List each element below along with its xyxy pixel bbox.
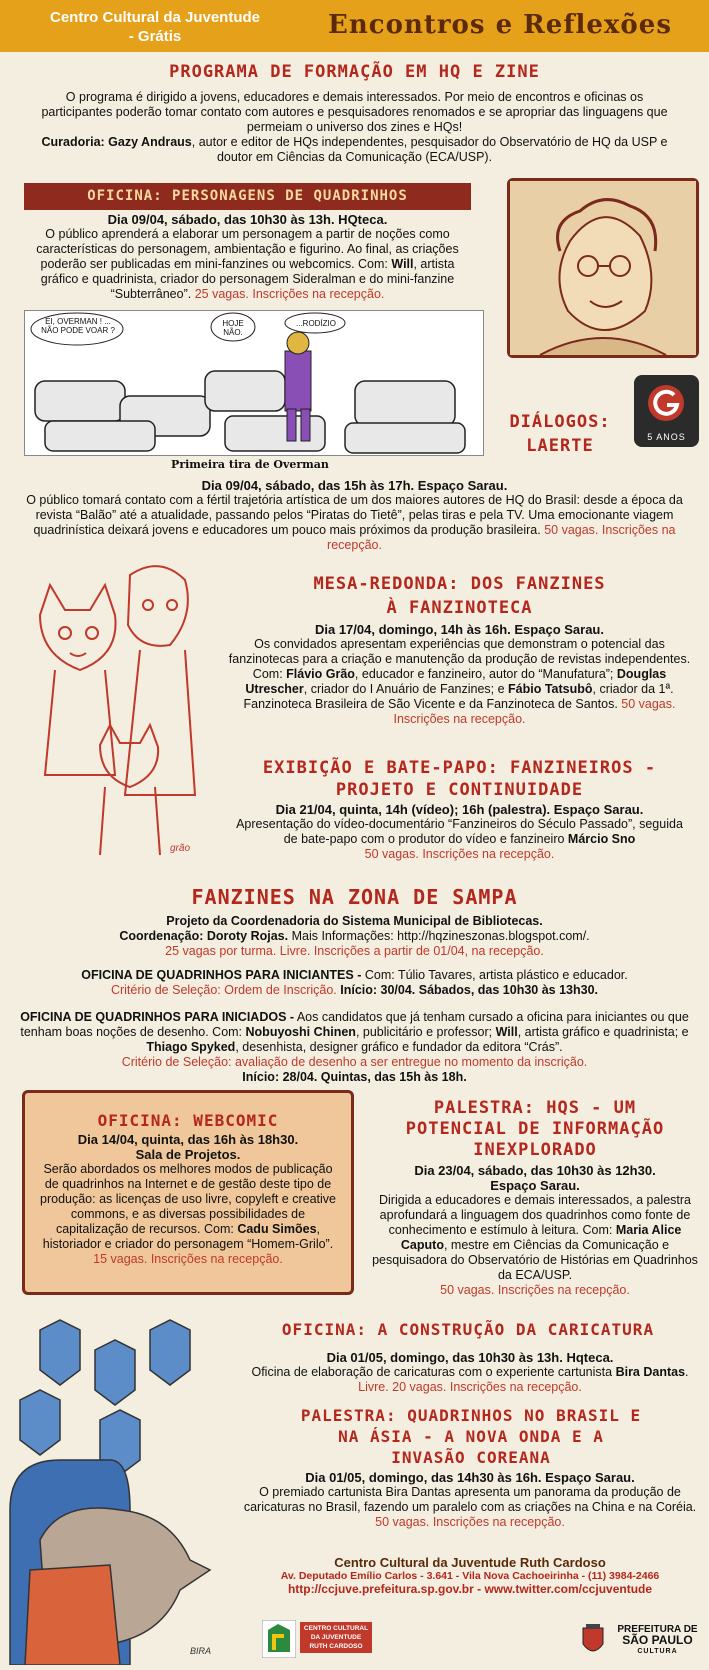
- dialogos-date: Dia 09/04, sábado, das 15h às 17h. Espaço Sarau.: [201, 478, 508, 493]
- exibicao-title-line1: EXIBIÇÃO E BATE-PAPO: FANZINEIROS -: [262, 758, 657, 778]
- zona-of2-t2: , publicitário e professor;: [355, 1025, 496, 1039]
- mesa-name2: Douglas Utrescher: [245, 667, 667, 696]
- dialogos-title-line2: LAERTE: [526, 436, 594, 456]
- laerte-portrait: [507, 178, 699, 358]
- palestra-hq-name: Maria Alice Caputo: [400, 1223, 682, 1252]
- caricatura-text: [240, 1350, 700, 1395]
- footer-info: [235, 1555, 705, 1596]
- prefeitura-logo: [580, 1622, 705, 1662]
- comic-balloon-1: EI, OVERMAN ! ... NÃO PODE VOAR ?: [41, 317, 115, 335]
- dialogos-vagas: 50 vagas. Inscrições na recepção.: [327, 523, 676, 552]
- webcomic-vagas: 15 vagas. Inscrições na recepção.: [93, 1252, 283, 1266]
- oficina-personagens-banner: OFICINA: PERSONAGENS DE QUADRINHOS: [24, 183, 471, 210]
- dialogos-title-line1: DIÁLOGOS:: [509, 412, 611, 432]
- dialogos-desc: O público tomará contato com a fértil trajetória artística de um dos maiores autores de HQ do Brasil: desde a época da revista “Balão” até a atualidade, passando pelos “Piratas do Tietê”, pelas tiras e pela TV. Uma emocionante viagem quadrinística deixará jovens e educadores um pouco mais próximos da produção brasileira.: [26, 493, 683, 537]
- overman-comic-strip: [24, 310, 484, 456]
- g-logo-icon: [634, 375, 699, 427]
- webcomic-date1: Dia 14/04, quinta, das 16h às 18h30.: [77, 1132, 299, 1147]
- exibicao-title: [230, 757, 689, 801]
- zona-title: FANZINES NA ZONA DE SAMPA: [191, 885, 518, 909]
- grao-signature: grão: [170, 843, 191, 854]
- mesa-title-line2: À FANZINOTECA: [386, 598, 533, 618]
- comic-caption: Primeira tira de Overman: [171, 458, 329, 471]
- zona-of1-criterio: Critério de Seleção: Ordem de Inscrição.: [110, 983, 337, 997]
- comic-balloon-2: HOJE NÃO.: [222, 319, 244, 337]
- palestra-asia-title: [238, 1405, 704, 1468]
- mesa-name3: Fábio Tatsubô: [508, 682, 593, 696]
- dialogos-text: [20, 478, 689, 553]
- zona-of2-n3: Thiago Spyked: [146, 1040, 236, 1054]
- exibicao-date: Dia 21/04, quinta, 14h (vídeo); 16h (palestra). Espaço Sarau.: [275, 802, 644, 817]
- palestra-asia-desc: O premiado cartunista Bira Dantas apresenta um panorama da produção de caricaturas no Brasil, fazendo um paralelo com as criações na China e na Coréia.: [243, 1485, 697, 1514]
- palestra-hq-date2: Espaço Sarau.: [490, 1178, 580, 1193]
- mesa-desc3: , criador do I Anuário de Fanzines; e: [303, 682, 509, 696]
- exibicao-name: Márcio Sno: [567, 832, 636, 846]
- zona-oficina-iniciantes: [20, 968, 689, 998]
- caricatura-name: Bira Dantas: [615, 1365, 686, 1379]
- mesa-desc4: , criador da 1ª. Fanzinoteca Brasileira de São Vicente e da Fanzinoteca de Santos.: [243, 682, 674, 711]
- rhino-illustration: [0, 1310, 235, 1665]
- exibicao-desc: Apresentação do vídeo-documentário “Fanzineiros do Século Passado”, seguida de bate-papo com o produtor do vídeo e fanzineiro: [236, 817, 683, 846]
- five-years-text: 5 ANOS: [647, 432, 686, 442]
- mesa-vagas: 50 vagas. Inscrições na recepção.: [393, 697, 676, 726]
- mesa-name1: Flávio Grão: [286, 667, 355, 681]
- intro-paragraph: O programa é dirigido a jovens, educadores e demais interessados. Por meio de encontros e oficinas os participantes poderão tomar contato com autores e pesquisadores renomados e se apropriar das linguagens que permeiam o universo dos zines e HQs!: [41, 90, 668, 134]
- caricatura-vagas: Livre. 20 vagas. Inscrições na recepção.: [358, 1380, 582, 1394]
- exibicao-vagas: 50 vagas. Inscrições na recepção.: [364, 847, 555, 861]
- curadoria-text: , autor e editor de HQs independentes, pesquisador do Observatório de HQ da USP e doutor em Ciências da Comunicação (ECA/USP).: [191, 135, 668, 164]
- header-venue: [10, 8, 300, 46]
- zona-coord: Coordenação: Doroty Rojas.: [119, 929, 289, 943]
- zona-of2-n2: Will: [495, 1025, 518, 1039]
- zona-of2-inicio: Início: 28/04. Quintas, das 15h às 18h.: [242, 1070, 467, 1084]
- grao-illustration: [20, 555, 220, 865]
- palestra-hq-title-line2: POTENCIAL DE INFORMAÇÃO: [405, 1119, 665, 1139]
- palestra-hq-vagas: 50 vagas. Inscrições na recepção.: [440, 1283, 630, 1297]
- mesa-desc1: Os convidados apresentam experiências que demonstram o potencial das fanzinotecas para a criação e manutenção da produção de revistas independentes. Com:: [228, 637, 691, 681]
- footer-name: Centro Cultural da Juventude Ruth Cardoso: [334, 1555, 606, 1570]
- ccj-logo-icon: [262, 1620, 296, 1658]
- webcomic-text: [25, 1130, 351, 1267]
- comic-balloon-3: ...RODÍZIO: [296, 319, 336, 328]
- cats-drawing-icon: [20, 555, 220, 865]
- ccj-logo-text: CENTRO CULTURAL DA JUVENTUDE RUTH CARDOSO: [300, 1622, 372, 1653]
- webcomic-title: OFICINA: WEBCOMIC: [97, 1111, 279, 1130]
- sp-coat-of-arms-icon: [580, 1624, 606, 1658]
- zona-of2-t4: , desenhista, designer gráfico e fundador da editora “Crás”.: [235, 1040, 563, 1054]
- prefeitura-line2: SÃO PAULO: [622, 1633, 693, 1647]
- caricatura-date: Dia 01/05, domingo, das 10h30 às 13h. Hqteca.: [326, 1350, 614, 1365]
- oficina-personagens-date: Dia 09/04, sábado, das 10h30 às 13h. HQteca.: [107, 212, 388, 227]
- mesa-text: [228, 622, 691, 727]
- mesa-desc2: , educador e fanzineiro, autor do “Manufatura”;: [354, 667, 617, 681]
- exibicao-title-line2: PROJETO E CONTINUIDADE: [335, 780, 584, 800]
- zona-line1: Projeto da Coordenadoria do Sistema Municipal de Bibliotecas.: [166, 914, 543, 928]
- footer-links[interactable]: http://ccjuve.prefeitura.sp.gov.br - www.twitter.com/ccjuventude: [287, 1582, 653, 1596]
- palestra-hq-desc2: , mestre em Ciências da Comunicação e pesquisadora do Observatório de Histórias em Quadrinhos da ECA/USP.: [372, 1238, 698, 1282]
- oficina-personagens-name: Will: [391, 257, 414, 271]
- prefeitura-text: [610, 1624, 705, 1657]
- zona-of2-t1: Aos candidatos que já tenham cursado a oficina para iniciantes ou que tenham boas noções de desenho. Com:: [20, 1010, 689, 1039]
- program-title: PROGRAMA DE FORMAÇÃO EM HQ E ZINE: [169, 62, 540, 82]
- palestra-hq-text: [372, 1163, 698, 1298]
- palestra-asia-date: Dia 01/05, domingo, das 14h30 às 16h. Espaço Sarau.: [305, 1470, 635, 1485]
- webcomic-desc2: , historiador e criador do personagem “Homem-Grilo”.: [42, 1222, 334, 1251]
- zona-of2-title: OFICINA DE QUADRINHOS PARA INICIADOS -: [20, 1010, 295, 1024]
- zona-of1-inicio: Início: 30/04. Sábados, das 10h30 às 13h30.: [336, 983, 599, 997]
- zona-of1-title: OFICINA DE QUADRINHOS PARA INICIANTES -: [81, 968, 362, 982]
- palestra-hq-title-line1: PALESTRA: HQS - UM: [433, 1098, 637, 1118]
- zona-of2-criterio: Critério de Seleção: avaliação de desenho a ser entregue no momento da inscrição.: [121, 1055, 588, 1069]
- palestra-hq-title-line3: INEXPLORADO: [473, 1140, 597, 1160]
- dialogos-title: [495, 410, 625, 458]
- oficina-personagens-desc: O público aprenderá a elaborar um personagem a partir de noções como características do personagem, ambientação e figurino. Ao final, as criações poderão ser publicadas em mini-fanzines ou webcomics. Com:: [36, 227, 459, 271]
- webcomic-box: [22, 1090, 354, 1295]
- zona-info: Mais Informações: http://hqzineszonas.blogspot.com/.: [288, 929, 590, 943]
- palestra-hq-desc1: Dirigida a educadores e demais interessados, a palestra aprofundará a linguagem dos quadrinhos como fonte de conhecimento e estímulo à leitura. Com:: [379, 1193, 691, 1237]
- prefeitura-line3: CULTURA: [637, 1648, 678, 1655]
- zona-of1-text: Com: Túlio Tavares, artista plástico e educador.: [361, 968, 628, 982]
- palestra-asia-vagas: 50 vagas. Inscrições na recepção.: [375, 1515, 565, 1529]
- header-title: Encontros e Reflexões: [328, 10, 672, 40]
- palestra-hq-title: [370, 1098, 700, 1161]
- curadoria-label: Curadoria: Gazy Andraus: [41, 135, 192, 149]
- header-venue-line2: - Grátis: [128, 28, 182, 45]
- oficina-personagens-desc2: , artista gráfico e quadrinista, criador do personagem Sideralman e do mini-fanzine “Subterrâneo”.: [40, 257, 455, 301]
- zona-vagas: 25 vagas por turma. Livre. Inscrições a partir de 01/04, na recepção.: [165, 944, 544, 958]
- zona-of2-t3: , artista gráfico e quadrinista; e: [517, 1025, 689, 1039]
- portrait-drawing-icon: [510, 181, 696, 355]
- exibicao-text: [228, 802, 691, 862]
- rhino-armchair-icon: [0, 1310, 235, 1665]
- webcomic-desc1: Serão abordados os melhores modos de publicação de quadrinhos na Internet e de gestão deste tipo de produção: as licenças de uso livre, copyleft e creative commons, e as diversas possibilidades de capitalização de recursos. Com:: [40, 1162, 336, 1236]
- zona-oficina-iniciados: [20, 1010, 689, 1085]
- caricatura-title: OFICINA: A CONSTRUÇÃO DA CARICATURA: [281, 1320, 655, 1339]
- mesa-date: Dia 17/04, domingo, 14h às 16h. Espaço Sarau.: [314, 622, 604, 637]
- oficina-personagens-text: [24, 212, 471, 302]
- palestra-asia-title-line1: PALESTRA: QUADRINHOS NO BRASIL E: [300, 1406, 642, 1425]
- mesa-title: [230, 572, 689, 620]
- header-venue-line1: Centro Cultural da Juventude: [49, 9, 261, 26]
- zona-intro: [20, 914, 689, 959]
- intro-text: [30, 90, 679, 165]
- ccj-logo: [262, 1620, 372, 1658]
- webcomic-date2: Sala de Projetos.: [135, 1147, 241, 1162]
- palestra-asia-title-line2: NA ÁSIA - A NOVA ONDA E A: [338, 1427, 604, 1446]
- mesa-title-line1: MESA-REDONDA: DOS FANZINES: [313, 574, 606, 594]
- bira-signature: BIRA: [190, 1646, 212, 1656]
- palestra-asia-title-line3: INVASÃO COREANA: [391, 1448, 551, 1467]
- palestra-hq-date1: Dia 23/04, sábado, das 10h30 às 12h30.: [414, 1163, 656, 1178]
- prefeitura-line1: PREFEITURA DE: [617, 1624, 698, 1635]
- zona-of2-n1: Nobuyoshi Chinen: [245, 1025, 356, 1039]
- footer-address: Av. Deputado Emílio Carlos - 3.641 - Vila Nova Cachoeirinha - (11) 3984-2466: [280, 1570, 660, 1582]
- webcomic-name: Cadu Simões: [237, 1222, 317, 1236]
- oficina-personagens-vagas: 25 vagas. Inscrições na recepção.: [194, 287, 385, 301]
- palestra-asia-text: [240, 1470, 700, 1530]
- five-years-logo: [634, 375, 699, 447]
- caricatura-desc: Oficina de elaboração de caricaturas com o experiente cartunista: [251, 1365, 616, 1379]
- caricatura-desc2: .: [685, 1365, 689, 1379]
